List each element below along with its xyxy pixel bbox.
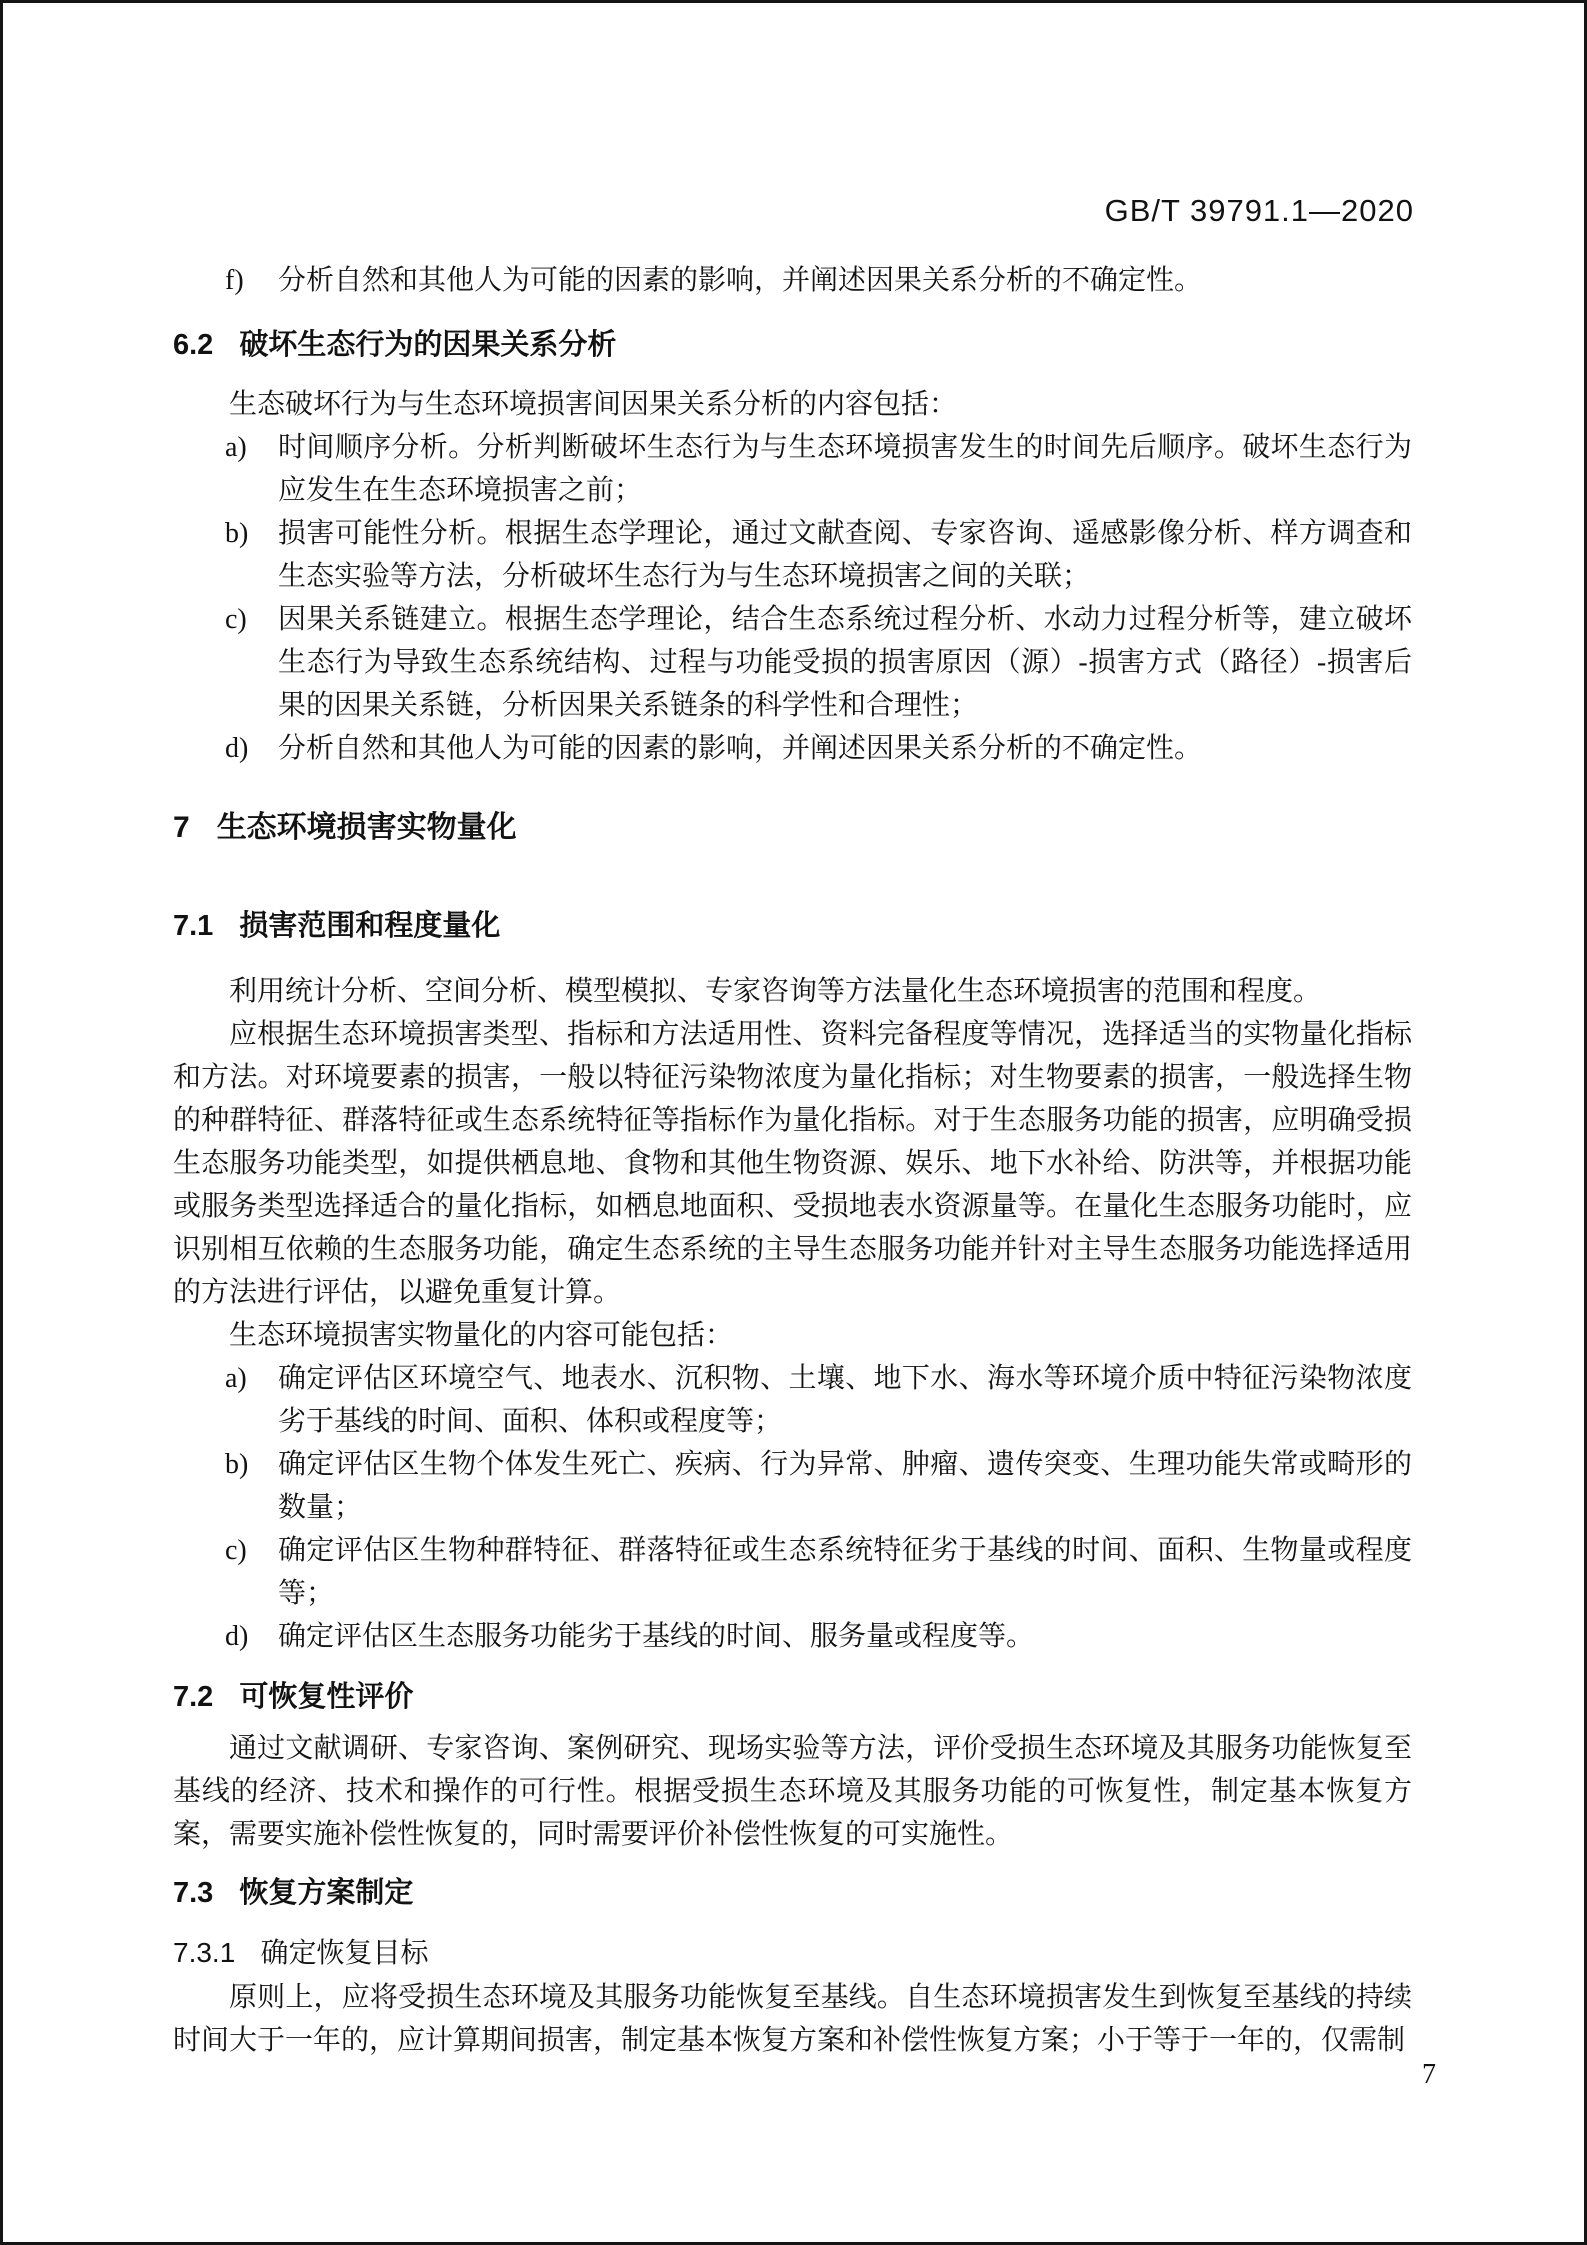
list-item-text: 时间顺序分析。分析判断破坏生态行为与生态环境损害发生的时间先后顺序。破坏生态行为应发生在生态环境损害之前；	[278, 432, 1412, 506]
heading-title: 恢复方案制定	[239, 1877, 414, 1909]
paragraph-7-1-a: 利用统计分析、空间分析、模型模拟、专家咨询等方法量化生态环境损害的范围和程度。	[229, 976, 1322, 1007]
list-item-text: 确定评估区生物个体发生死亡、疾病、行为异常、肿瘤、遗传突变、生理功能失常或畸形的数量；	[278, 1449, 1412, 1523]
paragraph-7-2: 通过文献调研、专家咨询、案例研究、现场实验等方法，评价受损生态环境及其服务功能恢复至基线的经济、技术和操作的可行性。根据受损生态环境及其服务功能的可恢复性，制定基本恢复方案，需要实施补偿性恢复的，同时需要评价补偿性恢复的可实施性。	[173, 1733, 1412, 1850]
list-item-text: 确定评估区环境空气、地表水、沉积物、土壤、地下水、海水等环境介质中特征污染物浓度劣于基线的时间、面积、体积或程度等；	[278, 1363, 1412, 1437]
page-number: 7	[1422, 2059, 1436, 2090]
list-item-label: b)	[225, 518, 249, 549]
heading-number: 7.3	[173, 1877, 214, 1909]
paragraph-7-1-b: 应根据生态环境损害类型、指标和方法适用性、资料完备程度等情况，选择适当的实物量化指标和方法。对环境要素的损害，一般以特征污染物浓度为量化指标；对生物要素的损害，一般选择生物的种群特征、群落特征或生态系统特征等指标作为量化指标。对于生态服务功能的损害，应明确受损生态服务功能类型，如提供栖息地、食物和其他生物资源、娱乐、地下水补给、防洪等，并根据功能或服务类型选择适合的量化指标，如栖息地面积、受损地表水资源量等。在量化生态服务功能时，应识别相互依赖的生态服务功能，确定生态系统的主导生态服务功能并针对主导生态服务功能选择适用的方法进行评估，以避免重复计算。	[173, 1019, 1412, 1308]
list-item-text: 因果关系链建立。根据生态学理论，结合生态系统过程分析、水动力过程分析等，建立破坏生态行为导致生态系统结构、过程与功能受损的损害原因（源）-损害方式（路径）-损害后果的因果关系链，分析因果关系链条的科学性和合理性；	[278, 604, 1412, 721]
list-item-text: 确定评估区生态服务功能劣于基线的时间、服务量或程度等。	[278, 1621, 1035, 1652]
heading-7-1	[173, 905, 1412, 948]
list-item-c	[173, 1529, 1412, 1615]
document-code-header: GB/T 39791.1—2020	[1104, 193, 1414, 228]
paragraph-7-1-c: 生态环境损害实物量化的内容可能包括：	[229, 1320, 734, 1351]
list-item-label: a)	[225, 432, 247, 463]
heading-title: 破坏生态行为的因果关系分析	[239, 329, 617, 361]
list-item-c	[173, 598, 1412, 727]
heading-title: 确定恢复目标	[260, 1937, 429, 1968]
list-item-text: 分析自然和其他人为可能的因素的影响，并阐述因果关系分析的不确定性。	[278, 733, 1203, 764]
heading-number: 7.2	[173, 1681, 214, 1713]
list-item-d	[173, 1615, 1412, 1658]
paragraph-7-3-1: 原则上，应将受损生态环境及其服务功能恢复至基线。自生态环境损害发生到恢复至基线的持续时间大于一年的，应计算期间损害，制定基本恢复方案和补偿性恢复方案；小于等于一年的，仅需制	[173, 1982, 1412, 2056]
list-item-text: 确定评估区生物种群特征、群落特征或生态系统特征劣于基线的时间、面积、生物量或程度等；	[278, 1535, 1412, 1609]
list-item-label: b)	[225, 1449, 249, 1480]
list-item-d	[173, 727, 1412, 770]
heading-6-2	[173, 324, 1412, 367]
list-item-a	[173, 426, 1412, 512]
list-item-label: c)	[225, 1535, 247, 1566]
document-body	[173, 259, 1412, 2062]
list-item-b	[173, 512, 1412, 598]
heading-7	[173, 806, 1412, 849]
heading-title: 可恢复性评价	[239, 1681, 414, 1713]
heading-title: 生态环境损害实物量化	[216, 811, 517, 844]
heading-number: 6.2	[173, 329, 214, 361]
heading-7-3-1	[173, 1931, 1412, 1974]
list-item-label: d)	[225, 733, 249, 764]
heading-title: 损害范围和程度量化	[239, 910, 501, 942]
heading-number: 7.3.1	[173, 1937, 236, 1968]
list-item-label: c)	[225, 604, 247, 635]
heading-7-3	[173, 1872, 1412, 1915]
list-item-text: 损害可能性分析。根据生态学理论，通过文献查阅、专家咨询、遥感影像分析、样方调查和生态实验等方法，分析破坏生态行为与生态环境损害之间的关联；	[278, 518, 1412, 592]
list-item-text: 分析自然和其他人为可能的因素的影响，并阐述因果关系分析的不确定性。	[278, 265, 1203, 296]
heading-number: 7	[173, 811, 190, 844]
paragraph-6-2-intro: 生态破坏行为与生态环境损害间因果关系分析的内容包括：	[229, 389, 958, 420]
list-item-f	[173, 259, 1412, 302]
list-item-b	[173, 1443, 1412, 1529]
list-item-label: d)	[225, 1621, 249, 1652]
list-item-label: f)	[225, 265, 244, 296]
list-item-label: a)	[225, 1363, 247, 1394]
list-item-a	[173, 1357, 1412, 1443]
heading-7-2	[173, 1676, 1412, 1719]
heading-number: 7.1	[173, 910, 214, 942]
